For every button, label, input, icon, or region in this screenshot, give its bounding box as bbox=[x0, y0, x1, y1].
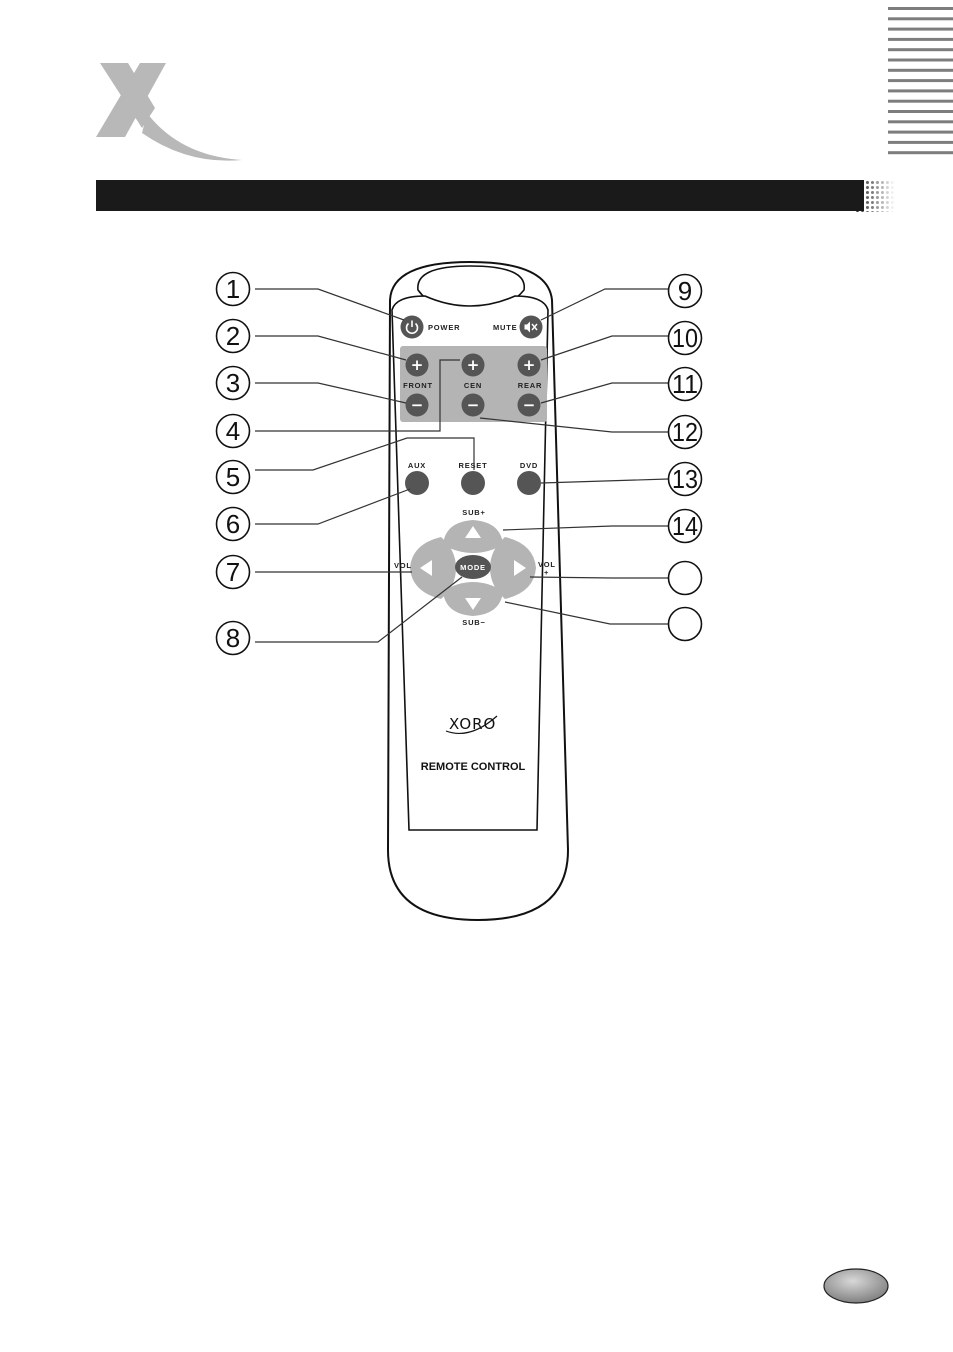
callout-8-number: 8 bbox=[225, 623, 241, 653]
callout-10 bbox=[669, 322, 702, 355]
callout-3-number: 3 bbox=[225, 368, 241, 398]
stripe-line bbox=[888, 59, 953, 62]
stripe-line bbox=[888, 79, 953, 82]
callout-4 bbox=[217, 415, 250, 448]
cen-minus-button[interactable] bbox=[462, 394, 485, 417]
minus-glyph: − bbox=[522, 396, 536, 414]
callout-15 bbox=[669, 562, 702, 595]
reset-button[interactable] bbox=[461, 471, 485, 495]
callout-14 bbox=[669, 510, 702, 543]
callout-14-number: 14 bbox=[672, 511, 698, 541]
callout-7 bbox=[217, 556, 250, 589]
power-button[interactable] bbox=[401, 316, 424, 339]
callout-13 bbox=[669, 463, 702, 496]
minus-glyph: − bbox=[410, 396, 424, 414]
callout-10-number: 10 bbox=[672, 323, 698, 353]
callout-11 bbox=[669, 368, 702, 401]
cen-plus-button[interactable] bbox=[462, 354, 485, 377]
brand-logo bbox=[446, 715, 497, 733]
sub-minus-label: SUB− bbox=[462, 618, 486, 627]
callout-6 bbox=[217, 508, 250, 541]
oval-page-badge bbox=[824, 1269, 888, 1303]
mode-label: MODE bbox=[460, 563, 486, 572]
plus-glyph: + bbox=[522, 356, 536, 374]
stripe-line bbox=[888, 17, 953, 20]
x-logo bbox=[96, 63, 242, 161]
front-minus-button[interactable] bbox=[406, 394, 429, 417]
callout-12 bbox=[669, 416, 702, 449]
callout-2 bbox=[217, 320, 250, 353]
brand-text: XORO bbox=[449, 715, 497, 733]
callout-2-number: 2 bbox=[225, 321, 241, 351]
vol-plus-sign: + bbox=[544, 568, 550, 577]
aux-label: AUX bbox=[407, 461, 427, 470]
rear-plus-button[interactable] bbox=[518, 354, 541, 377]
cen-label: CEN bbox=[463, 381, 483, 390]
header-bar bbox=[96, 180, 895, 212]
callout-8 bbox=[217, 622, 250, 655]
front-label: FRONT bbox=[403, 381, 433, 390]
callout-13-number: 13 bbox=[672, 464, 698, 494]
callout-9 bbox=[669, 275, 702, 308]
mute-button[interactable] bbox=[520, 316, 543, 339]
aux-button[interactable] bbox=[405, 471, 429, 495]
callout-7-number: 7 bbox=[225, 557, 241, 587]
power-label: POWER bbox=[428, 323, 461, 332]
vol-plus-label: VOL bbox=[538, 560, 556, 569]
front-plus-button[interactable] bbox=[406, 354, 429, 377]
reset-label: RESET bbox=[458, 461, 488, 470]
callout-1-number: 1 bbox=[225, 274, 241, 304]
callout-11-number: 11 bbox=[672, 369, 698, 399]
plus-glyph: + bbox=[466, 356, 480, 374]
stripe-line bbox=[888, 7, 953, 10]
stripe-line bbox=[888, 141, 953, 144]
stripe-line bbox=[888, 38, 953, 41]
remote-title: REMOTE CONTROL bbox=[420, 761, 526, 773]
callout-1 bbox=[217, 273, 250, 306]
callout-9-number: 9 bbox=[677, 276, 693, 306]
stripe-line bbox=[888, 100, 953, 103]
stripe-line bbox=[888, 69, 953, 72]
dvd-label: DVD bbox=[519, 461, 539, 470]
stripe-line bbox=[888, 120, 953, 123]
callout-4-number: 4 bbox=[225, 416, 241, 446]
plus-glyph: + bbox=[410, 356, 424, 374]
callout-5-number: 5 bbox=[225, 462, 241, 492]
stripe-line bbox=[888, 48, 953, 51]
rear-label: REAR bbox=[517, 381, 543, 390]
callout-16 bbox=[669, 608, 702, 641]
minus-glyph: − bbox=[466, 396, 480, 414]
sub-plus-label: SUB+ bbox=[462, 508, 486, 517]
callout-5 bbox=[217, 461, 250, 494]
dvd-button[interactable] bbox=[517, 471, 541, 495]
stripe-line bbox=[888, 89, 953, 92]
mute-label: MUTE bbox=[493, 323, 518, 332]
callout-3 bbox=[217, 367, 250, 400]
callout-12-number: 12 bbox=[672, 417, 698, 447]
mode-button[interactable] bbox=[455, 555, 491, 579]
stripe-tab bbox=[888, 7, 953, 154]
vol-minus-label: VOL bbox=[394, 561, 412, 570]
rear-minus-button[interactable] bbox=[518, 394, 541, 417]
stripe-line bbox=[888, 110, 953, 113]
stripe-line bbox=[888, 151, 953, 154]
stripe-line bbox=[888, 28, 953, 31]
callout-6-number: 6 bbox=[225, 509, 241, 539]
stripe-line bbox=[888, 131, 953, 134]
